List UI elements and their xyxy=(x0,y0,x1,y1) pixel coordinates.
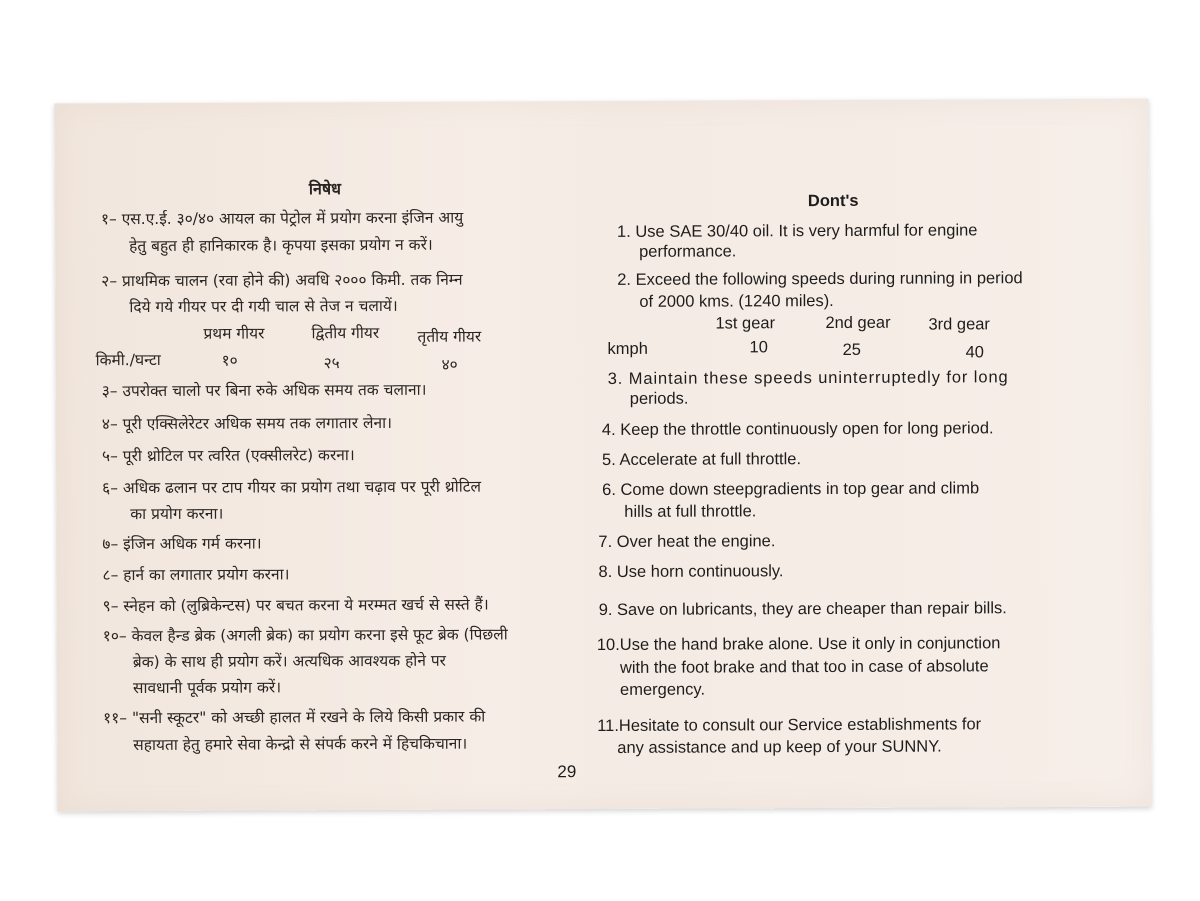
english-line-7: 4. Keep the throttle continuously open for long period. xyxy=(601,419,994,440)
english-line-16: emergency. xyxy=(619,680,706,699)
hindi-line-13: १०– केवल हैन्ड ब्रेक (अगली ब्रेक) का प्रयोग करना इसे फूट ब्रेक (पिछली xyxy=(102,625,508,646)
hindi-speed-2: २५ xyxy=(323,354,340,373)
booklet-page xyxy=(54,99,1151,812)
english-line-17: 11.Hesitate to consult our Service establishments for xyxy=(597,715,982,736)
page-number: 29 xyxy=(557,762,577,782)
english-line-6: periods. xyxy=(629,389,689,408)
english-title: Dont's xyxy=(807,191,859,211)
hindi-line-14: ब्रेक) के साथ ही प्रयोग करें। अत्यधिक आवश्यक होने पर xyxy=(132,651,447,672)
hindi-title: निषेध xyxy=(308,179,342,199)
hindi-line-17: सहायता हेतु हमारे सेवा केन्द्रो से संपर्क करने में हिचकिचाना। xyxy=(133,734,468,755)
english-line-8: 5. Accelerate at full throttle. xyxy=(601,450,802,470)
hindi-line-6: ४– पूरी एक्सिलेरेटर अधिक समय तक लगातार लेना। xyxy=(101,413,392,434)
hindi-kmph: किमी./घन्टा xyxy=(95,350,161,370)
english-line-11: 7. Over heat the engine. xyxy=(598,532,776,552)
hindi-line-3: २– प्राथमिक चालन (रवा होने की) अवधि २००० किमी. तक निम्न xyxy=(101,270,463,291)
english-speed-3: 40 xyxy=(965,343,984,362)
english-line-9: 6. Come down steepgradients in top gear and climb xyxy=(602,479,980,500)
hindi-line-15: सावधानी पूर्वक प्रयोग करें। xyxy=(132,678,282,698)
hindi-line-2: हेतु बहुत ही हानिकारक है। कृपया इसका प्रयोग न करें। xyxy=(129,235,433,256)
hindi-line-8: ६– अधिक ढलान पर टाप गीयर का प्रयोग तथा चढ़ाव पर पूरी थ्रोटिल xyxy=(102,477,482,498)
hindi-line-7: ५– पूरी थ्रोटिल पर त्वरित (एक्सीलरेट) करना। xyxy=(101,446,355,466)
english-kmph: kmph xyxy=(607,339,648,358)
english-line-2: performance. xyxy=(639,242,737,261)
english-speed-2: 25 xyxy=(842,340,861,359)
english-line-1: 1. Use SAE 30/40 oil. It is very harmful for engine xyxy=(616,221,978,241)
hindi-speed-1: १० xyxy=(221,351,238,370)
hindi-line-4: दिये गये गीयर पर दी गयी चाल से तेज न चलायें। xyxy=(129,296,398,317)
english-line-12: 8. Use horn continuously. xyxy=(598,562,784,582)
english-line-10: hills at full throttle. xyxy=(624,502,757,521)
hindi-line-11: ८– हार्न का लगातार प्रयोग करना। xyxy=(102,565,290,585)
hindi-gear-2: द्वितीय गीयर xyxy=(311,323,380,343)
hindi-speed-3: ४० xyxy=(441,355,458,374)
english-gear-3: 3rd gear xyxy=(928,315,990,334)
english-line-15: with the foot brake and that too in case of absolute xyxy=(619,657,989,677)
english-line-14: 10.Use the hand brake alone. Use it only in conjunction xyxy=(596,634,1001,655)
hindi-line-10: ७– इंजिन अधिक गर्म करना। xyxy=(102,534,262,554)
hindi-line-12: ९– स्नेहन को (लुब्रिकेन्टस) पर बचत करना ये मरम्मत खर्च से सस्ते हैं। xyxy=(102,595,489,616)
hindi-gear-1: प्रथम गीयर xyxy=(203,324,265,343)
english-line-3: 2. Exceed the following speeds during running in period xyxy=(617,269,1023,289)
english-gear-2: 2nd gear xyxy=(825,313,891,333)
english-line-13: 9. Save on lubricants, they are cheaper than repair bills. xyxy=(598,599,1007,620)
hindi-line-5: ३– उपरोक्त चालो पर बिना रुके अधिक समय तक चलाना। xyxy=(101,380,427,401)
hindi-line-1: १– एस.ए.ई. ३०/४० आयल का पेट्रोल में प्रयोग करना इंजिन आयु xyxy=(100,208,464,229)
english-line-4: of 2000 kms. (1240 miles). xyxy=(639,291,834,311)
english-line-5: 3. Maintain these speeds uninterruptedly for long xyxy=(607,368,1009,388)
hindi-gear-3: तृतीय गीयर xyxy=(417,327,482,346)
english-speed-1: 10 xyxy=(749,338,768,357)
english-line-18: any assistance and up keep of your SUNNY. xyxy=(617,737,942,757)
english-gear-1: 1st gear xyxy=(715,314,776,333)
hindi-line-9: का प्रयोग करना। xyxy=(130,504,224,524)
hindi-line-16: ११– "सनी स्कूटर" को अच्छी हालत में रखने के लिये किसी प्रकार की xyxy=(103,707,486,728)
